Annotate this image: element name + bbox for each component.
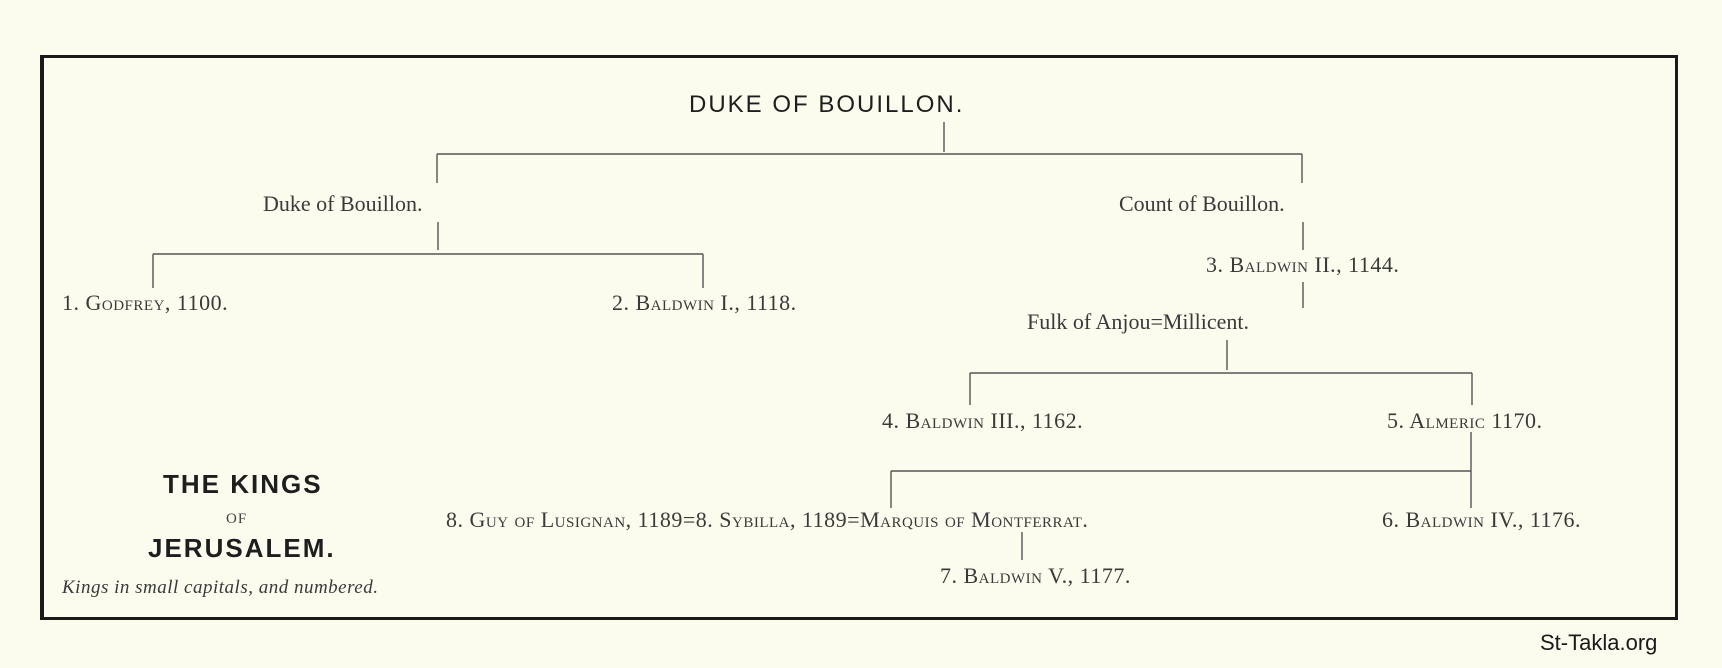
node-guy-sybilla-montferrat: 8. Guy of Lusignan, 1189=8. Sybilla, 1189=Marquis of Montferrat. (446, 507, 1089, 532)
node-baldwin-2: 3. Baldwin II., 1144. (1206, 252, 1400, 277)
node-baldwin-5: 7. Baldwin V., 1177. (940, 563, 1131, 588)
node-baldwin-1: 2. Baldwin I., 1118. (612, 290, 797, 315)
legend-title-of: OF (226, 511, 248, 527)
legend-title-kings: THE KINGS (163, 469, 323, 499)
node-godfrey: 1. Godfrey, 1100. (62, 290, 229, 315)
legend-note: Kings in small capitals, and numbered. (62, 577, 379, 598)
root-duke-of-bouillon: DUKE OF BOUILLON. (689, 91, 965, 118)
watermark: St-Takla.org (1540, 630, 1658, 655)
node-fulk-of-anjou: Fulk of Anjou=Millicent. (1027, 309, 1250, 334)
node-duke-of-bouillon: Duke of Bouillon. (263, 191, 423, 216)
node-count-of-bouillon: Count of Bouillon. (1119, 191, 1285, 216)
legend-title-jerusalem: JERUSALEM. (148, 533, 336, 563)
node-almeric: 5. Almeric 1170. (1387, 408, 1543, 433)
node-baldwin-3: 4. Baldwin III., 1162. (882, 408, 1084, 433)
node-baldwin-4: 6. Baldwin IV., 1176. (1382, 507, 1582, 532)
